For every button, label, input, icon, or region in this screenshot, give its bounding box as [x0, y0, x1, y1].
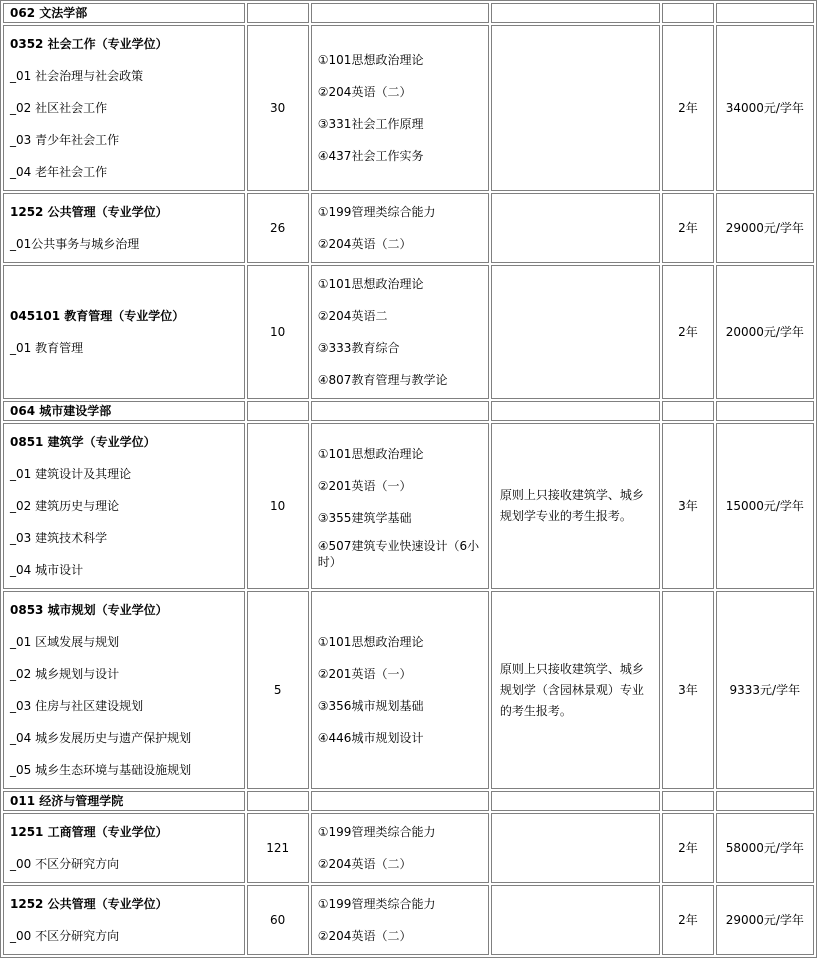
exam-subject: ④507建筑专业快速设计（6小时） — [317, 539, 480, 569]
department-cell — [3, 401, 245, 421]
tuition-cell — [716, 193, 814, 263]
exam-subject: ③331社会工作原理 — [317, 117, 424, 131]
exam-subject: ②201英语（一） — [317, 479, 412, 493]
program-row — [3, 193, 814, 263]
program-cell — [3, 193, 245, 263]
study-duration: 2年 — [678, 913, 698, 927]
tuition-fee: 20000元/学年 — [725, 325, 804, 339]
duration-cell — [662, 25, 713, 191]
research-direction: _01 建筑设计及其理论 — [10, 467, 132, 481]
empty-cell — [716, 3, 814, 23]
research-direction: _01 教育管理 — [10, 341, 84, 355]
empty-cell — [311, 791, 489, 811]
remarks-cell — [491, 193, 660, 263]
remarks-cell — [491, 885, 660, 955]
empty-cell — [716, 401, 814, 421]
exam-subject: ①101思想政治理论 — [317, 447, 424, 461]
program-title: 0853 城市规划（专业学位） — [10, 603, 168, 617]
program-title: 045101 教育管理（专业学位） — [10, 309, 185, 323]
exam-subject: ①199管理类综合能力 — [317, 897, 436, 911]
exam-subject: ②204英语（二） — [317, 237, 412, 251]
research-direction: _04 城市设计 — [10, 563, 84, 577]
enrollment-quota: 30 — [270, 101, 286, 115]
department-name: 064 城市建设学部 — [10, 404, 112, 418]
tuition-fee: 34000元/学年 — [725, 101, 804, 115]
exam-subject: ①101思想政治理论 — [317, 635, 424, 649]
program-row — [3, 423, 814, 589]
remarks-cell — [491, 813, 660, 883]
program-row — [3, 591, 814, 789]
exam-subject: ②204英语（二） — [317, 857, 412, 871]
exam-subject: ④807教育管理与教学论 — [317, 373, 448, 387]
study-duration: 2年 — [678, 101, 698, 115]
program-cell — [3, 265, 245, 399]
tuition-fee: 29000元/学年 — [725, 221, 804, 235]
duration-cell — [662, 885, 713, 955]
exam-subject: ①199管理类综合能力 — [317, 205, 436, 219]
department-cell — [3, 791, 245, 811]
exam-subject: ③333教育综合 — [317, 341, 400, 355]
tuition-cell — [716, 265, 814, 399]
empty-cell — [311, 3, 489, 23]
remarks-cell — [491, 25, 660, 191]
remarks-text: 原则上只接收建筑学、城乡规划学专业的考生报考。 — [499, 488, 644, 523]
exam-subjects-cell — [311, 25, 489, 191]
program-row — [3, 885, 814, 955]
program-row — [3, 265, 814, 399]
tuition-cell — [716, 885, 814, 955]
empty-cell — [662, 401, 713, 421]
study-duration: 2年 — [678, 221, 698, 235]
duration-cell — [662, 265, 713, 399]
program-title: 1252 公共管理（专业学位） — [10, 205, 168, 219]
empty-cell — [491, 3, 660, 23]
exam-subject: ③355建筑学基础 — [317, 511, 412, 525]
study-duration: 3年 — [678, 499, 698, 513]
remarks-text: 原则上只接收建筑学、城乡规划学（含园林景观）专业的考生报考。 — [499, 661, 644, 718]
research-direction: _01 社会治理与社会政策 — [10, 69, 144, 83]
quota-cell — [247, 265, 309, 399]
exam-subject: ②204英语（二） — [317, 929, 412, 943]
exam-subject: ③356城市规划基础 — [317, 699, 424, 713]
research-direction: _04 城乡发展历史与遗产保护规划 — [10, 731, 192, 745]
empty-cell — [247, 3, 309, 23]
empty-cell — [491, 401, 660, 421]
program-cell — [3, 25, 245, 191]
exam-subjects-cell — [311, 193, 489, 263]
program-row — [3, 813, 814, 883]
tuition-cell — [716, 591, 814, 789]
research-direction: _02 建筑历史与理论 — [10, 499, 120, 513]
remarks-cell — [491, 265, 660, 399]
program-cell — [3, 885, 245, 955]
tuition-cell — [716, 25, 814, 191]
duration-cell — [662, 813, 713, 883]
quota-cell — [247, 25, 309, 191]
study-duration: 2年 — [678, 841, 698, 855]
remarks-cell — [491, 423, 660, 589]
program-cell — [3, 423, 245, 589]
quota-cell — [247, 591, 309, 789]
program-row — [3, 25, 814, 191]
duration-cell — [662, 423, 713, 589]
quota-cell — [247, 813, 309, 883]
exam-subjects-cell — [311, 423, 489, 589]
research-direction: _01公共事务与城乡治理 — [10, 237, 140, 251]
enrollment-quota: 60 — [270, 913, 286, 927]
enrollment-quota: 26 — [270, 221, 286, 235]
department-row — [3, 791, 814, 811]
program-cell — [3, 591, 245, 789]
duration-cell — [662, 193, 713, 263]
tuition-fee: 15000元/学年 — [725, 499, 804, 513]
research-direction: _01 区域发展与规划 — [10, 635, 120, 649]
exam-subject: ①199管理类综合能力 — [317, 825, 436, 839]
exam-subject: ①101思想政治理论 — [317, 277, 424, 291]
research-direction: _03 建筑技术科学 — [10, 531, 108, 545]
research-direction: _04 老年社会工作 — [10, 165, 108, 179]
research-direction: _00 不区分研究方向 — [10, 857, 120, 871]
empty-cell — [247, 401, 309, 421]
exam-subjects-cell — [311, 265, 489, 399]
program-title: 1251 工商管理（专业学位） — [10, 825, 168, 839]
exam-subject: ②204英语二 — [317, 309, 388, 323]
exam-subjects-cell — [311, 885, 489, 955]
exam-subject: ②204英语（二） — [317, 85, 412, 99]
program-cell — [3, 813, 245, 883]
program-title: 0851 建筑学（专业学位） — [10, 435, 156, 449]
department-name: 011 经济与管理学院 — [10, 794, 124, 808]
program-table-body — [3, 3, 814, 955]
research-direction: _05 城乡生态环境与基础设施规划 — [10, 763, 192, 777]
enrollment-quota: 10 — [270, 325, 286, 339]
exam-subject: ②201英语（一） — [317, 667, 412, 681]
research-direction: _03 青少年社会工作 — [10, 133, 120, 147]
empty-cell — [491, 791, 660, 811]
department-row — [3, 401, 814, 421]
research-direction: _03 住房与社区建设规划 — [10, 699, 144, 713]
empty-cell — [662, 791, 713, 811]
department-name: 062 文法学部 — [10, 6, 88, 20]
program-title: 0352 社会工作（专业学位） — [10, 37, 168, 51]
study-duration: 2年 — [678, 325, 698, 339]
empty-cell — [662, 3, 713, 23]
empty-cell — [247, 791, 309, 811]
tuition-cell — [716, 813, 814, 883]
remarks-cell — [491, 591, 660, 789]
empty-cell — [311, 401, 489, 421]
quota-cell — [247, 885, 309, 955]
empty-cell — [716, 791, 814, 811]
research-direction: _00 不区分研究方向 — [10, 929, 120, 943]
exam-subjects-cell — [311, 813, 489, 883]
tuition-fee: 29000元/学年 — [725, 913, 804, 927]
enrollment-quota: 121 — [266, 841, 290, 855]
research-direction: _02 社区社会工作 — [10, 101, 108, 115]
tuition-fee: 9333元/学年 — [729, 683, 801, 697]
department-row — [3, 3, 814, 23]
department-cell — [3, 3, 245, 23]
study-duration: 3年 — [678, 683, 698, 697]
quota-cell — [247, 423, 309, 589]
exam-subject: ④446城市规划设计 — [317, 731, 424, 745]
exam-subject: ①101思想政治理论 — [317, 53, 424, 67]
tuition-fee: 58000元/学年 — [725, 841, 804, 855]
enrollment-quota: 5 — [273, 683, 282, 697]
duration-cell — [662, 591, 713, 789]
exam-subject: ④437社会工作实务 — [317, 149, 424, 163]
enrollment-quota: 10 — [270, 499, 286, 513]
program-title: 1252 公共管理（专业学位） — [10, 897, 168, 911]
research-direction: _02 城乡规划与设计 — [10, 667, 120, 681]
tuition-cell — [716, 423, 814, 589]
quota-cell — [247, 193, 309, 263]
exam-subjects-cell — [311, 591, 489, 789]
